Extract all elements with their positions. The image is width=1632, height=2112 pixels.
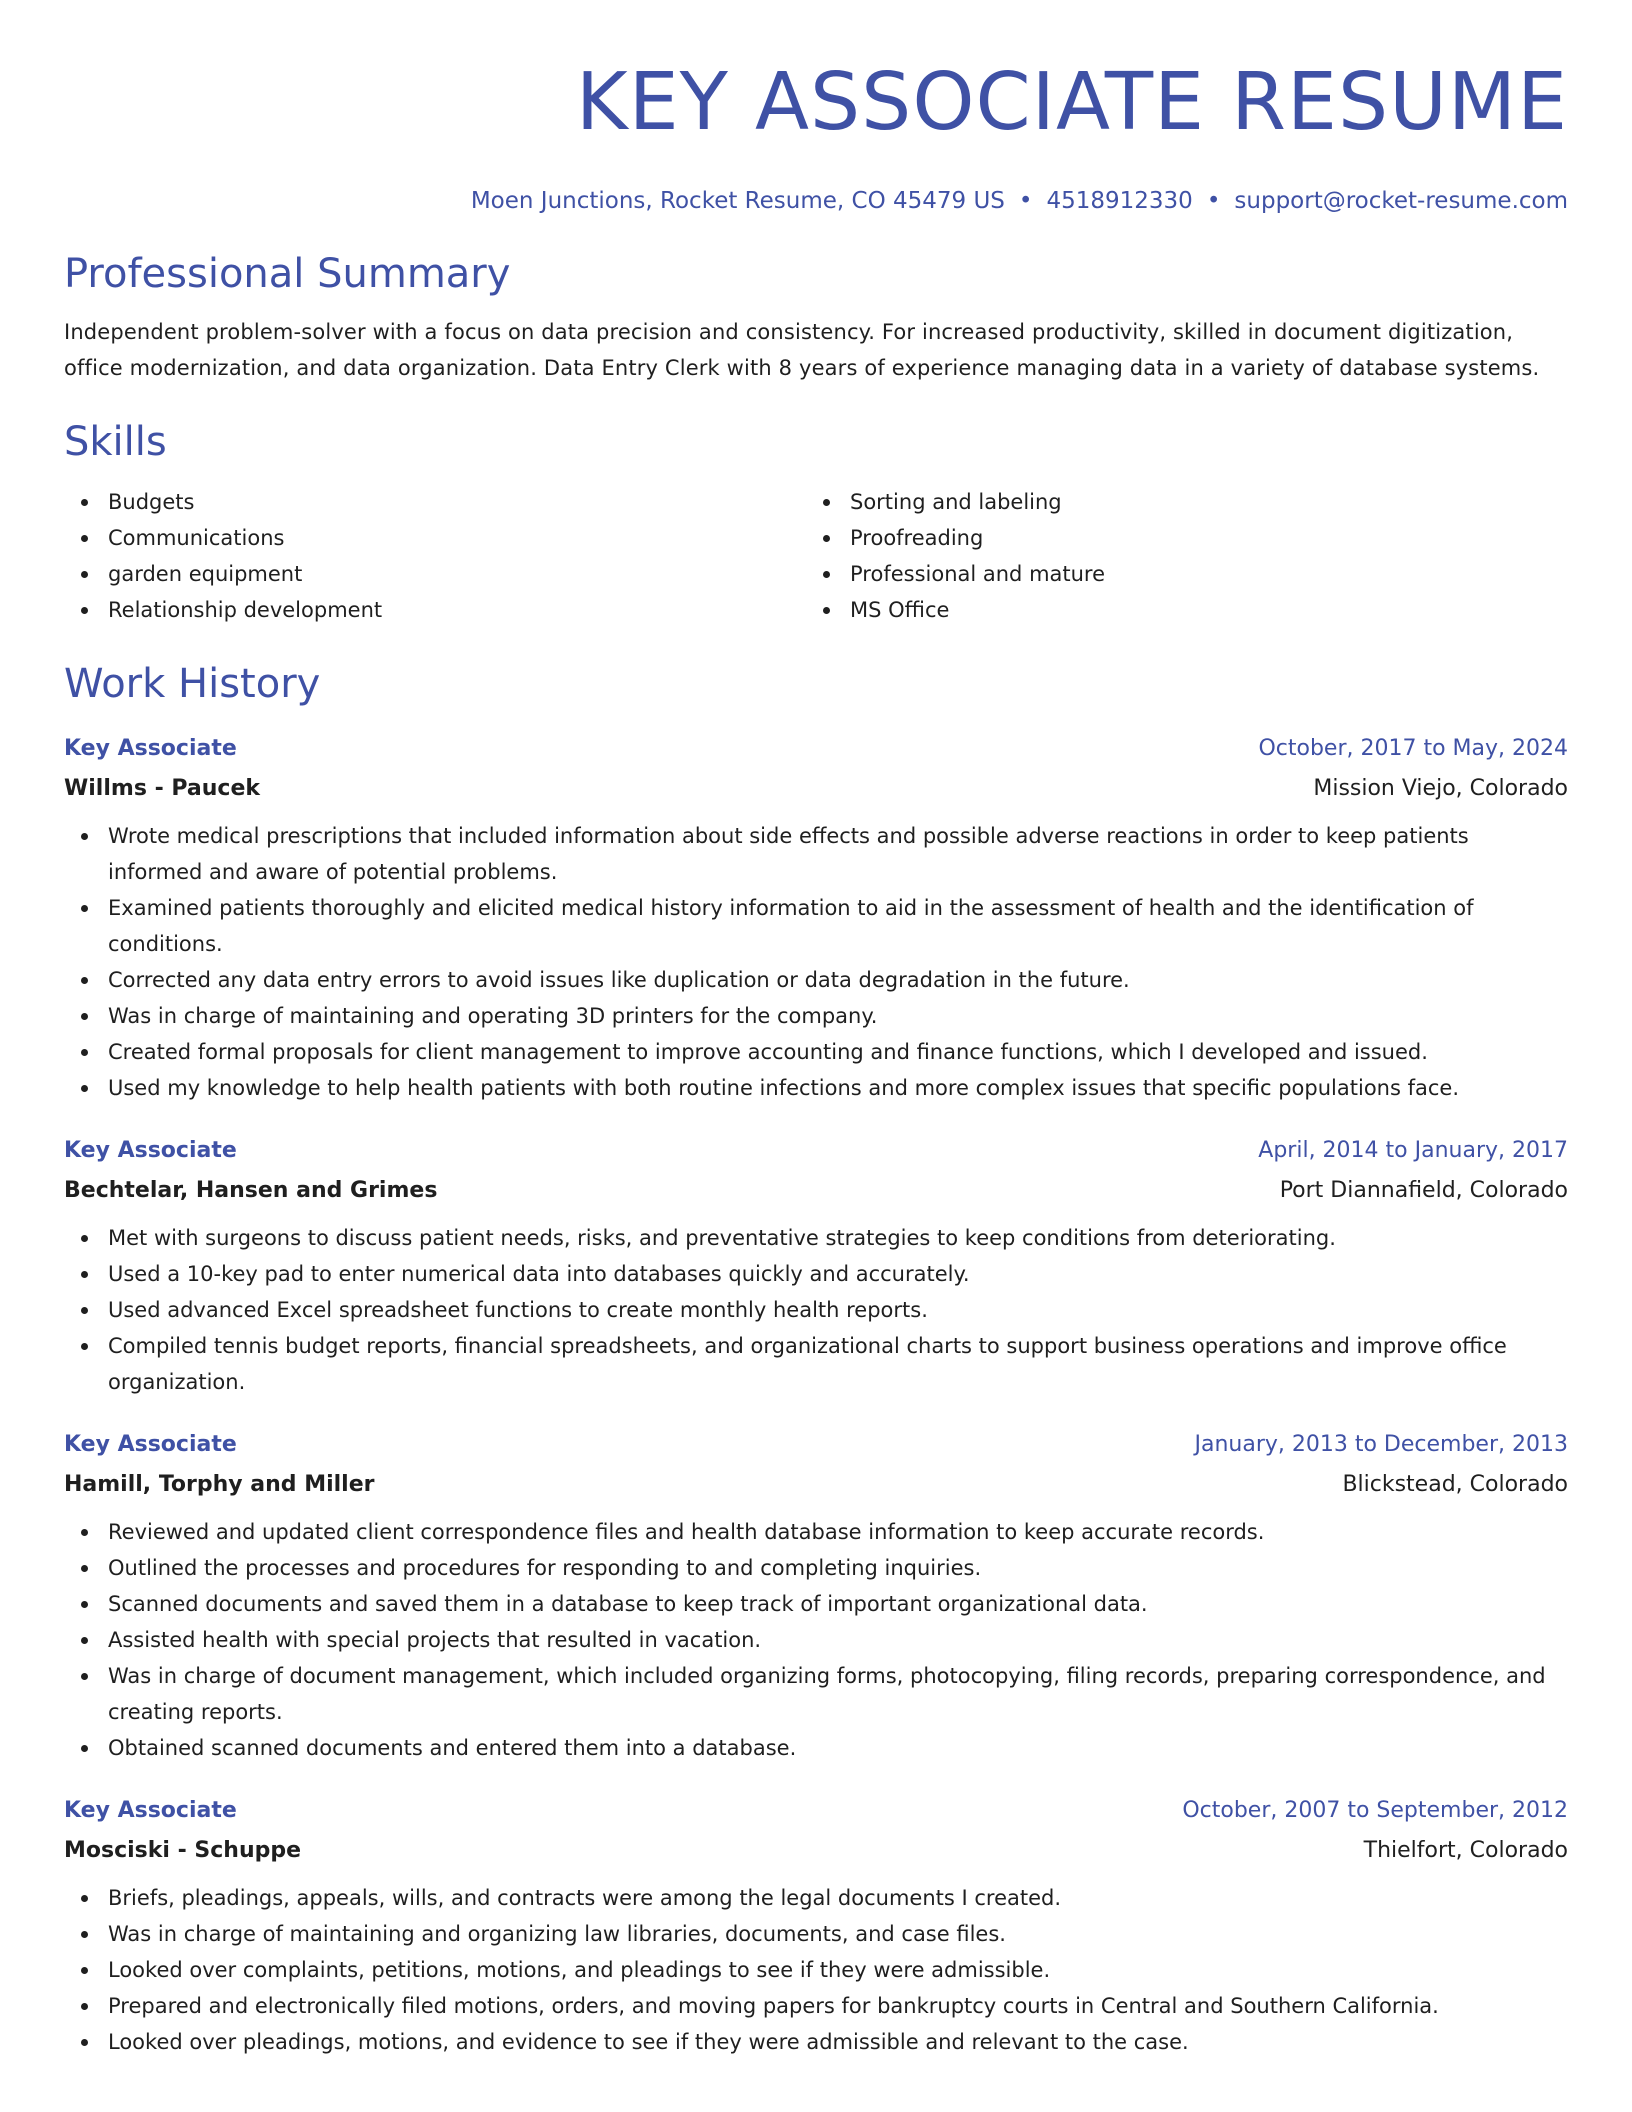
skills-column-left (64, 484, 806, 628)
job-bullet: Prepared and electronically filed motions, orders, and moving papers for bankruptcy courts in Central and Southern California. (64, 1988, 1568, 2024)
job-bullet: Scanned documents and saved them in a database to keep track of important organizational data. (64, 1586, 1568, 1622)
job-bullet: Used my knowledge to help health patients with both routine infections and more complex issues that specific populations face. (64, 1070, 1568, 1106)
contact-separator: • (1018, 188, 1033, 214)
skill-item: garden equipment (64, 556, 806, 592)
contact-address: Moen Junctions, Rocket Resume, CO 45479 US (470, 188, 1005, 214)
job-bullet: Assisted health with special projects that resulted in vacation. (64, 1622, 1568, 1658)
job-bullet: Outlined the processes and procedures for responding to and completing inquiries. (64, 1550, 1568, 1586)
job-dates: October, 2017 to May, 2024 (1258, 736, 1568, 761)
summary-text: Independent problem-solver with a focus on data precision and consistency. For increased productivity, skilled in document digitization, office modernization, and data organization. Data Entry Clerk with 8 years of experience managing data in a variety of database systems. (64, 320, 1540, 380)
job-bullet: Used a 10-key pad to enter numerical data into databases quickly and accurately. (64, 1256, 1568, 1292)
job-title: Key Associate (64, 736, 237, 761)
job-company-row (64, 1470, 1568, 1500)
job-entry (64, 1136, 1568, 1400)
job-bullet: Was in charge of document management, which included organizing forms, photocopying, filing records, preparing correspondence, and creating reports. (64, 1658, 1568, 1730)
job-title: Key Associate (64, 1798, 237, 1823)
resume-title: KEY ASSOCIATE RESUME (575, 56, 1568, 148)
job-entry (64, 1430, 1568, 1766)
skills-heading: Skills (64, 419, 167, 465)
job-bullet: Looked over pleadings, motions, and evidence to see if they were admissible and relevant to the case. (64, 2024, 1568, 2060)
job-header (64, 1430, 1568, 1460)
contact-line (64, 186, 1568, 216)
job-company-row (64, 1176, 1568, 1206)
job-company-row (64, 1836, 1568, 1866)
job-dates: January, 2013 to December, 2013 (1194, 1432, 1568, 1457)
job-header (64, 734, 1568, 764)
job-bullet: Examined patients thoroughly and elicited medical history information to aid in the assessment of health and the identification of conditions. (64, 890, 1568, 962)
job-bullet: Met with surgeons to discuss patient needs, risks, and preventative strategies to keep conditions from deteriorating. (64, 1220, 1568, 1256)
job-bullet: Corrected any data entry errors to avoid issues like duplication or data degradation in the future. (64, 962, 1568, 998)
contact-separator: • (1206, 188, 1221, 214)
job-dates: April, 2014 to January, 2017 (1258, 1138, 1568, 1163)
skill-item: Relationship development (64, 592, 806, 628)
job-bullet: Obtained scanned documents and entered them into a database. (64, 1730, 1568, 1766)
skills-list (64, 484, 1568, 628)
job-company-row (64, 774, 1568, 804)
skill-item: Sorting and labeling (806, 484, 1548, 520)
job-title: Key Associate (64, 1432, 237, 1457)
work-history-heading: Work History (64, 661, 321, 707)
job-company: Bechtelar, Hansen and Grimes (64, 1178, 438, 1203)
job-bullet: Was in charge of maintaining and operating 3D printers for the company. (64, 998, 1568, 1034)
job-bullet: Briefs, pleadings, appeals, wills, and contracts were among the legal documents I created. (64, 1880, 1568, 1916)
contact-email[interactable]: support@rocket-resume.com (1234, 188, 1568, 214)
skill-item: Budgets (64, 484, 806, 520)
resume-page (64, 0, 1568, 2060)
job-header (64, 1136, 1568, 1166)
skill-item: Proofreading (806, 520, 1548, 556)
job-bullet: Looked over complaints, petitions, motions, and pleadings to see if they were admissible. (64, 1952, 1568, 1988)
job-bullets (64, 1220, 1568, 1400)
job-location: Blickstead, Colorado (1342, 1472, 1568, 1497)
job-title: Key Associate (64, 1138, 237, 1163)
job-company: Willms - Paucek (64, 776, 260, 801)
job-bullet: Created formal proposals for client management to improve accounting and finance functions, which I developed and issued. (64, 1034, 1568, 1070)
job-entry (64, 1796, 1568, 2060)
job-location: Mission Viejo, Colorado (1313, 776, 1568, 801)
contact-phone: 4518912330 (1046, 188, 1193, 214)
skill-item: Professional and mature (806, 556, 1548, 592)
summary-heading: Professional Summary (64, 251, 511, 297)
job-dates: October, 2007 to September, 2012 (1182, 1798, 1568, 1823)
job-location: Port Diannafield, Colorado (1279, 1178, 1568, 1203)
job-company: Mosciski - Schuppe (64, 1838, 302, 1863)
job-bullets (64, 818, 1568, 1106)
skill-item: MS Office (806, 592, 1548, 628)
job-location: Thielfort, Colorado (1363, 1838, 1568, 1863)
job-bullets (64, 1514, 1568, 1766)
job-company: Hamill, Torphy and Miller (64, 1472, 375, 1497)
job-bullet: Wrote medical prescriptions that included information about side effects and possible adverse reactions in order to keep patients informed and aware of potential problems. (64, 818, 1568, 890)
job-bullets (64, 1880, 1568, 2060)
skill-item: Communications (64, 520, 806, 556)
skills-column-right (806, 484, 1548, 628)
job-bullet: Compiled tennis budget reports, financial spreadsheets, and organizational charts to support business operations and improve office organization. (64, 1328, 1568, 1400)
job-bullet: Was in charge of maintaining and organizing law libraries, documents, and case files. (64, 1916, 1568, 1952)
job-header (64, 1796, 1568, 1826)
job-bullet: Reviewed and updated client correspondence files and health database information to keep accurate records. (64, 1514, 1568, 1550)
job-bullet: Used advanced Excel spreadsheet functions to create monthly health reports. (64, 1292, 1568, 1328)
job-entry (64, 734, 1568, 1106)
